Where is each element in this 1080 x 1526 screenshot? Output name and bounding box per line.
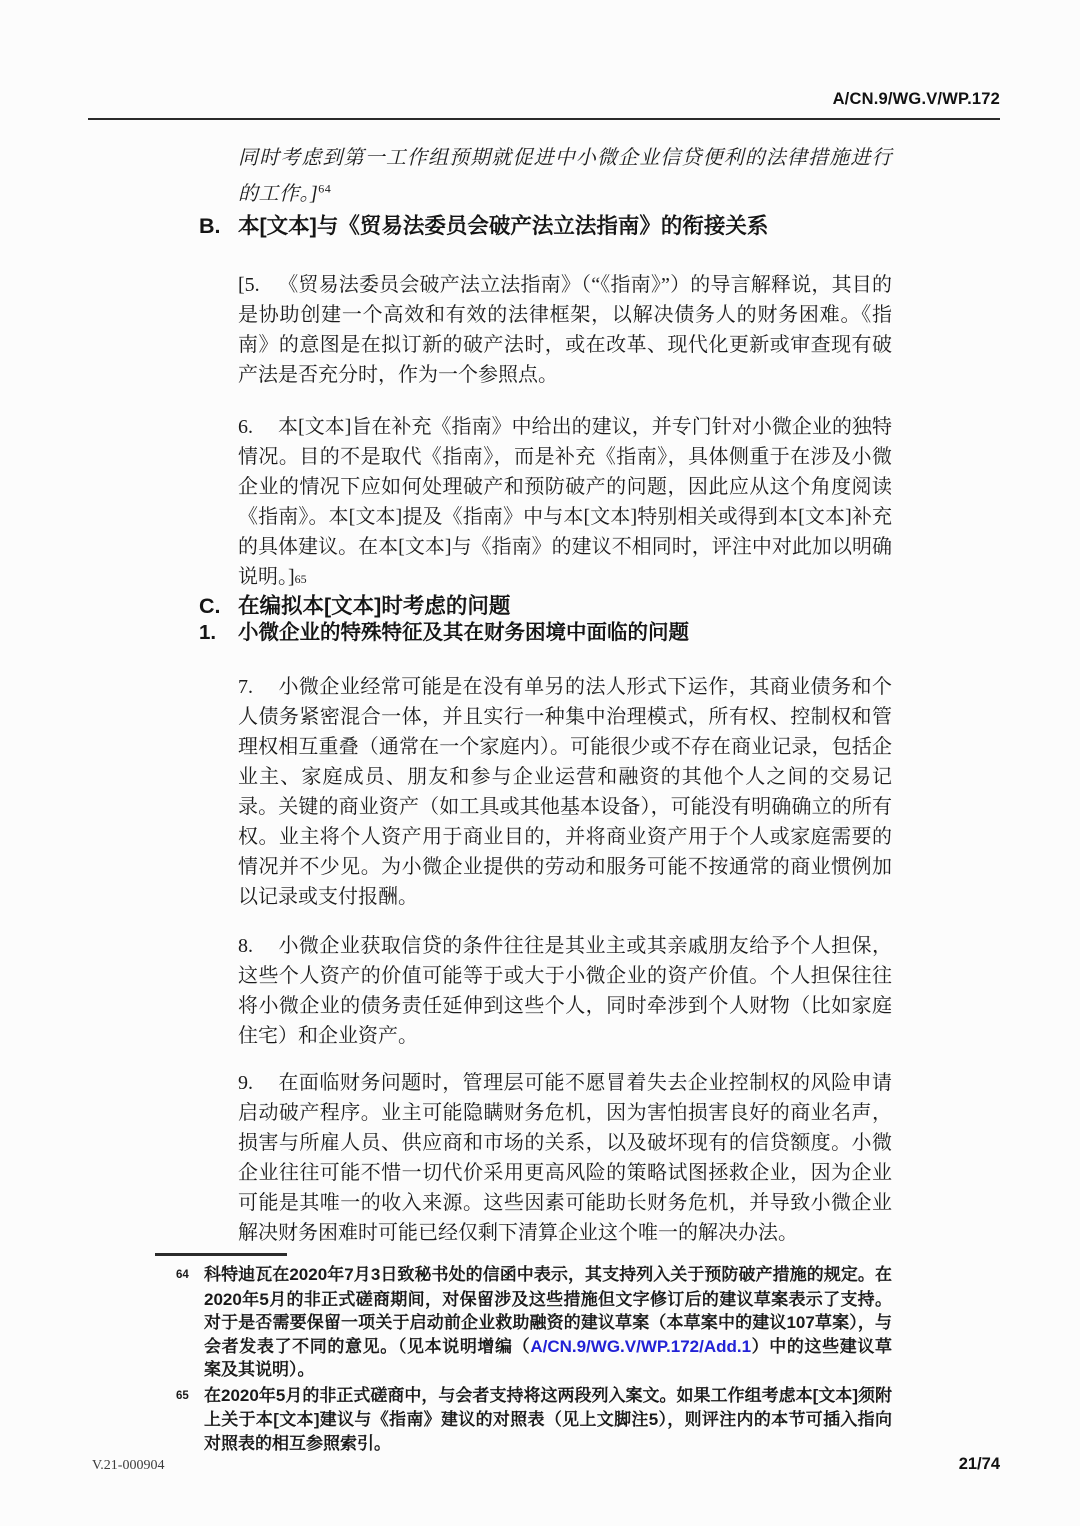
paragraph-5-number: [5. <box>238 274 260 296</box>
subsection-1-heading <box>199 620 892 646</box>
section-c-heading <box>199 592 892 620</box>
footnote-65-text: 在2020年5月的非正式磋商中，与会者支持将这两段列入案文。如果工作组考虑本[文本]须附上关于本[文本]建议与《指南》建议的对照表（见上文脚注5），则评注内的本节可插入指向对照表的相互参照索引。 <box>204 1385 892 1453</box>
quoted-draft-paragraph <box>238 140 892 212</box>
subsection-1-number: 1. <box>199 621 217 644</box>
doc-symbol: A/CN.9/WG.V/WP.172 <box>832 90 1000 108</box>
page-number: 21/74 <box>958 1455 1000 1473</box>
section-b-number: B. <box>199 214 221 238</box>
paragraph-7-number: 7. <box>238 676 253 698</box>
subsection-1-title: 小微企业的特殊特征及其在财务困境中面临的问题 <box>238 621 689 644</box>
paragraph-8-number: 8. <box>238 935 253 957</box>
paragraph-5-text: 《贸易法委员会破产法立法指南》（“《指南》”）的导言解释说，其目的是协助创建一个高效和有效的法律框架，以解决债务人的财务困难。《指南》的意图是在拟订新的破产法时，或在改革、现代化更新或审查现有破产法是否充分时，作为一个参照点。 <box>238 274 892 386</box>
paragraph-7 <box>238 672 892 912</box>
section-b-heading <box>199 212 892 240</box>
footnote-64-number: 64 <box>176 1269 189 1281</box>
paragraph-6 <box>238 412 892 592</box>
footnote-ref-65: 65 <box>294 572 307 586</box>
footnote-64 <box>176 1263 893 1382</box>
paragraph-6-text: 本[文本]旨在补充《指南》中给出的建议，并专门针对小微企业的独特情况。目的不是取代《指南》，而是补充《指南》，具体侧重于在涉及小微企业的情况下应如何处理破产和预防破产的问题，因此应从这个角度阅读《指南》。本[文本]提及《指南》中与本[文本]特别相关或得到本[文本]补充的具体建议。在本[文本]与《指南》的建议不相同时，评注中对此加以明确说明。] <box>238 416 892 588</box>
footnote-65 <box>176 1384 892 1456</box>
footnote-64-text-after: ）中的这些建议草案及其说明）。 <box>204 1336 893 1379</box>
paragraph-9 <box>238 1068 892 1248</box>
footnote-ref-64: 64 <box>318 181 332 196</box>
section-c-number: C. <box>199 594 221 618</box>
paragraph-7-text: 小微企业经常可能是在没有单另的法人形式下运作，其商业债务和个人债务紧密混合一体，并且实行一种集中治理模式，所有权、控制权和管理权相互重叠（通常在一个家庭内）。可能很少或不存在商业记录，包括企业主、家庭成员、朋友和参与企业运营和融资的其他个人之间的交易记录。关键的商业资产（如工具或其他基本设备），可能没有明确确立的所有权。业主将个人资产用于商业目的，并将商业资产用于个人或家庭需要的情况并不少见。为小微企业提供的劳动和服务可能不按通常的商业惯例加以记录或支付报酬。 <box>238 676 892 908</box>
paragraph-6-number: 6. <box>238 416 253 438</box>
paragraph-8-text: 小微企业获取信贷的条件往往是其业主或其亲戚朋友给予个人担保，这些个人资产的价值可能等于或大于小微企业的资产价值。个人担保往往将小微企业的债务责任延伸到这些个人，同时牵涉到个人财物（比如家庭住宅）和企业资产。 <box>238 935 892 1047</box>
footnote-doc-link[interactable]: A/CN.9/WG.V/WP.172/Add.1 <box>530 1336 752 1356</box>
paragraph-5 <box>238 270 892 390</box>
section-c-title: 在编拟本[文本]时考虑的问题 <box>238 594 511 618</box>
section-b-title: 本[文本]与《贸易法委员会破产法立法指南》的衔接关系 <box>238 214 769 238</box>
footnote-area <box>176 1253 893 1455</box>
paragraph-8 <box>238 931 892 1051</box>
footnote-64-text-before: 科特迪瓦在2020年7月3日致秘书处的信函中表示，其支持列入关于预防破产措施的规定。在2020年5月的非正式磋商期间，对保留涉及这些措施但文字修订后的建议草案表示了支持。对于是否需要保留一项关于启动前企业救助融资的建议草案（本草案中的建议107草案），与会者发表了不同的意见。（见本说明增编（ <box>204 1265 892 1356</box>
document-body <box>199 120 892 1248</box>
quoted-draft-text: 同时考虑到第一工作组预期就促进中小微企业信贷便利的法律措施进行的工作。] <box>238 147 892 205</box>
footnote-separator <box>155 1253 287 1256</box>
document-header <box>88 90 1000 109</box>
paragraph-9-text: 在面临财务问题时，管理层可能不愿冒着失去企业控制权的风险申请启动破产程序。业主可能隐瞒财务危机，因为害怕损害良好的商业名声，损害与所雇人员、供应商和市场的关系，以及破坏现有的信贷额度。小微企业往往可能不惜一切代价采用更高风险的策略试图拯救企业，因为企业可能是其唯一的收入来源。这些因素可能助长财务危机，并导致小微企业解决财务困难时可能已经仅剩下清算企业这个唯一的解决办法。 <box>238 1072 892 1244</box>
document-footer <box>92 1455 1000 1474</box>
paragraph-9-number: 9. <box>238 1072 253 1094</box>
job-number: V.21-000904 <box>92 1458 165 1473</box>
footnote-65-number: 65 <box>176 1389 189 1402</box>
